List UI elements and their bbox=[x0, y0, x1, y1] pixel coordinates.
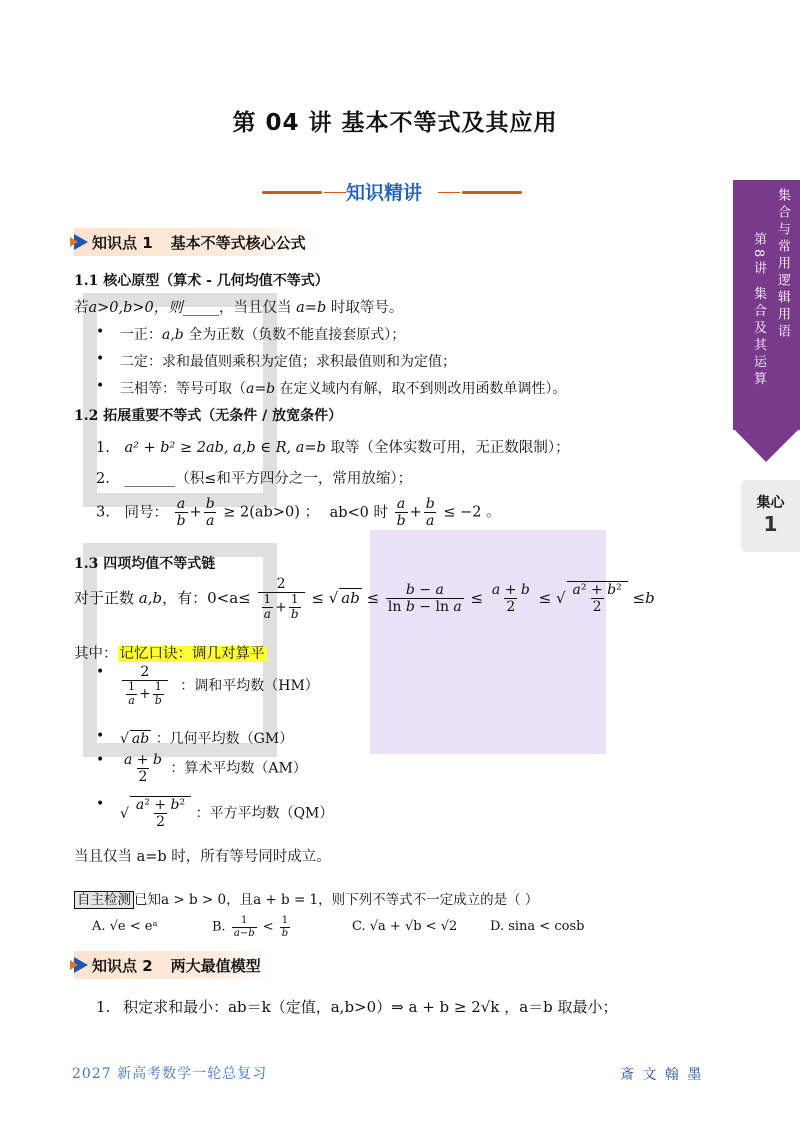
watermark-block bbox=[370, 530, 606, 754]
option-b[interactable]: B. $\frac{1}{a-b}$ < $\frac{1}{b}$ bbox=[212, 915, 289, 939]
mean-item-qm: • √ $\frac{\text{a² + b²}}{2}$ ：平方平均数（QM） bbox=[96, 796, 333, 830]
knowledge-point-1-header bbox=[74, 228, 316, 256]
inequality-item-1: 1. a² + b² ≥ 2ab, a,b ∈ R, a=b 取等（全体实数可用，无正数限制）； bbox=[96, 440, 570, 456]
side-chapter-tab[interactable] bbox=[733, 180, 800, 430]
option-a[interactable]: A. √e < eᵃ bbox=[92, 919, 158, 934]
side-lesson-tab[interactable] bbox=[741, 480, 800, 552]
footer-seal: 斎 文 翰 墨 bbox=[620, 1067, 704, 1083]
side-lesson-number: 1 bbox=[763, 512, 778, 536]
option-d[interactable]: D. sina < cosb bbox=[490, 919, 585, 934]
arrow-icon bbox=[74, 957, 88, 973]
side-tab-point bbox=[733, 428, 800, 462]
closing-line: 当且仅当 a=b 时，所有等号同时成立。 bbox=[74, 849, 331, 865]
side-tab-line2: 第8讲 集合及其运算 bbox=[751, 232, 766, 389]
section-1-1-heading: 1.1 核心原型（算术 - 几何均值不等式） bbox=[74, 273, 329, 289]
kp2-label: 知识点 2 bbox=[92, 956, 153, 975]
section-1-2-heading: 1.2 拓展重要不等式（无条件 / 放宽条件） bbox=[74, 408, 343, 424]
kp1-title: 基本不等式核心公式 bbox=[170, 233, 306, 252]
banner-text: 知识精讲 bbox=[346, 182, 423, 204]
banner-right-line bbox=[462, 191, 522, 194]
page-title: 第 04 讲 基本不等式及其应用 bbox=[232, 110, 558, 136]
self-check-question: 自主检测 已知a > b > 0，且a + b = 1，则下列不等式不一定成立的是（ ） bbox=[74, 888, 538, 908]
mean-item-am: • $\frac{a + b}{2}$ ：算术平均数（AM） bbox=[96, 752, 307, 785]
banner-left-line bbox=[262, 191, 322, 194]
footer-left: 2027 新高考数学一轮总复习 bbox=[72, 1066, 268, 1082]
section-1-1-intro: 若a>0,b>0，则_____，当且仅当 a=b 时取等号。 bbox=[74, 300, 404, 316]
inequality-item-3: 3. 同号： $\frac{a}{b}$ + $\frac{b}{a}$ ≥ 2(ab>0) ； ab<0 时 $\frac{a}{b}$ + $\frac{b}{a}$ ≤ −2 。 bbox=[96, 496, 501, 530]
arrow-icon bbox=[74, 234, 88, 250]
banner-right-thin bbox=[438, 192, 460, 193]
model-1: 1. 积定求和最小：ab＝k（定值，a,b>0）⇒ a + b ≥ 2√k ，a＝b 取最小； bbox=[96, 998, 618, 1016]
kp1-label: 知识点 1 bbox=[92, 233, 153, 252]
option-c[interactable]: C. √a + √b < √2 bbox=[352, 919, 458, 934]
inequality-item-2: 2. _______（积≤和平方四分之一，常用放缩）； bbox=[96, 471, 413, 487]
mean-item-hm: • 2 $\frac{1}{a}$ + $\frac{1}{b}$ ：调和平均数（HM） bbox=[96, 664, 319, 707]
bullet-item: • 三相等：等号可取（a=b 在定义域内有解，取不到则改用函数单调性）。 bbox=[96, 378, 567, 398]
mnemonic-line: 其中： 记忆口诀：调几对算平 bbox=[74, 646, 265, 662]
mean-chain: 对于正数 a,b，有：0<a≤ 2 $\frac{1}{a}$ + $\frac{1}{b}$ ≤ √ ab ≤ $\frac{b - a}{\text{ln b − ln a}}$ ≤ $\frac{a + b}{2}$ ≤ √ $\frac{\text{a² + b²}}{2}$ ≤b bbox=[74, 576, 655, 621]
side-tab-line1: 集合与常用逻辑用语 bbox=[775, 188, 790, 341]
side-lesson-top: 集心 bbox=[756, 495, 785, 511]
bullet-item: • 二定：求和最值则乘积为定值；求积最值则和为定值； bbox=[96, 351, 456, 371]
knowledge-point-2-header bbox=[74, 951, 271, 979]
bullet-item: • 一正：a,b 全为正数（负数不能直接套原式）； bbox=[96, 324, 405, 344]
section-1-3-heading: 1.3 四项均值不等式链 bbox=[74, 556, 216, 572]
kp2-title: 两大最值模型 bbox=[170, 956, 261, 975]
mnemonic-highlight: 记忆口诀：调几对算平 bbox=[119, 646, 265, 662]
section-banner bbox=[262, 176, 522, 206]
self-check-label: 自主检测 bbox=[74, 891, 134, 909]
mean-item-gm: • √ ab ：几何平均数（GM） bbox=[96, 728, 293, 748]
banner-left-thin bbox=[324, 192, 346, 193]
